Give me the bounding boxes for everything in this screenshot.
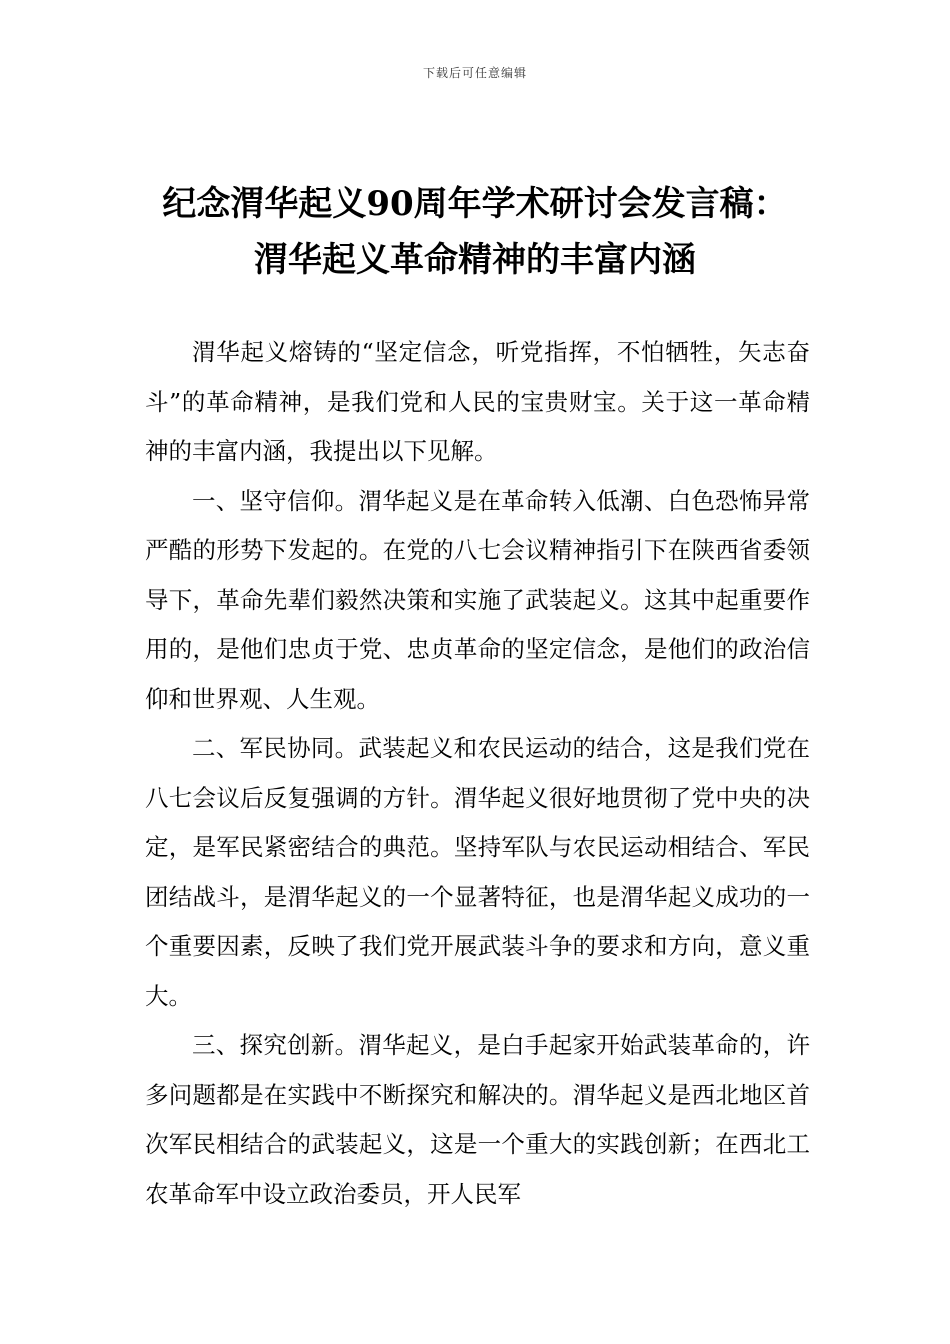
paragraph-section-3: 三、探究创新。渭华起义，是白手起家开始武装革命的，许多问题都是在实践中不断探究和解决的。渭华起义是西北地区首次军民相结合的武装起义，这是一个重大的实践创新；在西北工农革命军中设立政治委员，开人民军 [145, 1031, 810, 1208]
title-line-1: 纪念渭华起义90周年学术研讨会发言稿： [162, 184, 788, 224]
document-body [145, 328, 810, 1219]
paragraph-section-1: 一、坚守信仰。渭华起义是在革命转入低潮、白色恐怖异常严酷的形势下发起的。在党的八七会议精神指引下在陕西省委领导下，革命先辈们毅然决策和实施了武装起义。这其中起重要作用的，是他们忠贞于党、忠贞革命的坚定信念，是他们的政治信仰和世界观、人生观。 [145, 486, 810, 713]
page-header-note: 下载后可任意编辑 [422, 66, 527, 80]
paragraph-section-2: 二、军民协同。武装起义和农民运动的结合，这是我们党在八七会议后反复强调的方针。渭华起义很好地贯彻了党中央的决定，是军民紧密结合的典范。坚持军队与农民运动相结合、军民团结战斗，是渭华起义的一个显著特征，也是渭华起义成功的一个重要因素，反映了我们党开展武装斗争的要求和方向，意义重大。 [145, 734, 810, 1010]
document-title [120, 176, 830, 288]
paragraph-intro: 渭华起义熔铸的“坚定信念，听党指挥，不怕牺牲，矢志奋斗”的革命精神，是我们党和人民的宝贵财宝。关于这一革命精神的丰富内涵，我提出以下见解。 [145, 338, 810, 465]
title-line-2: 渭华起义革命精神的丰富内涵 [254, 240, 696, 280]
